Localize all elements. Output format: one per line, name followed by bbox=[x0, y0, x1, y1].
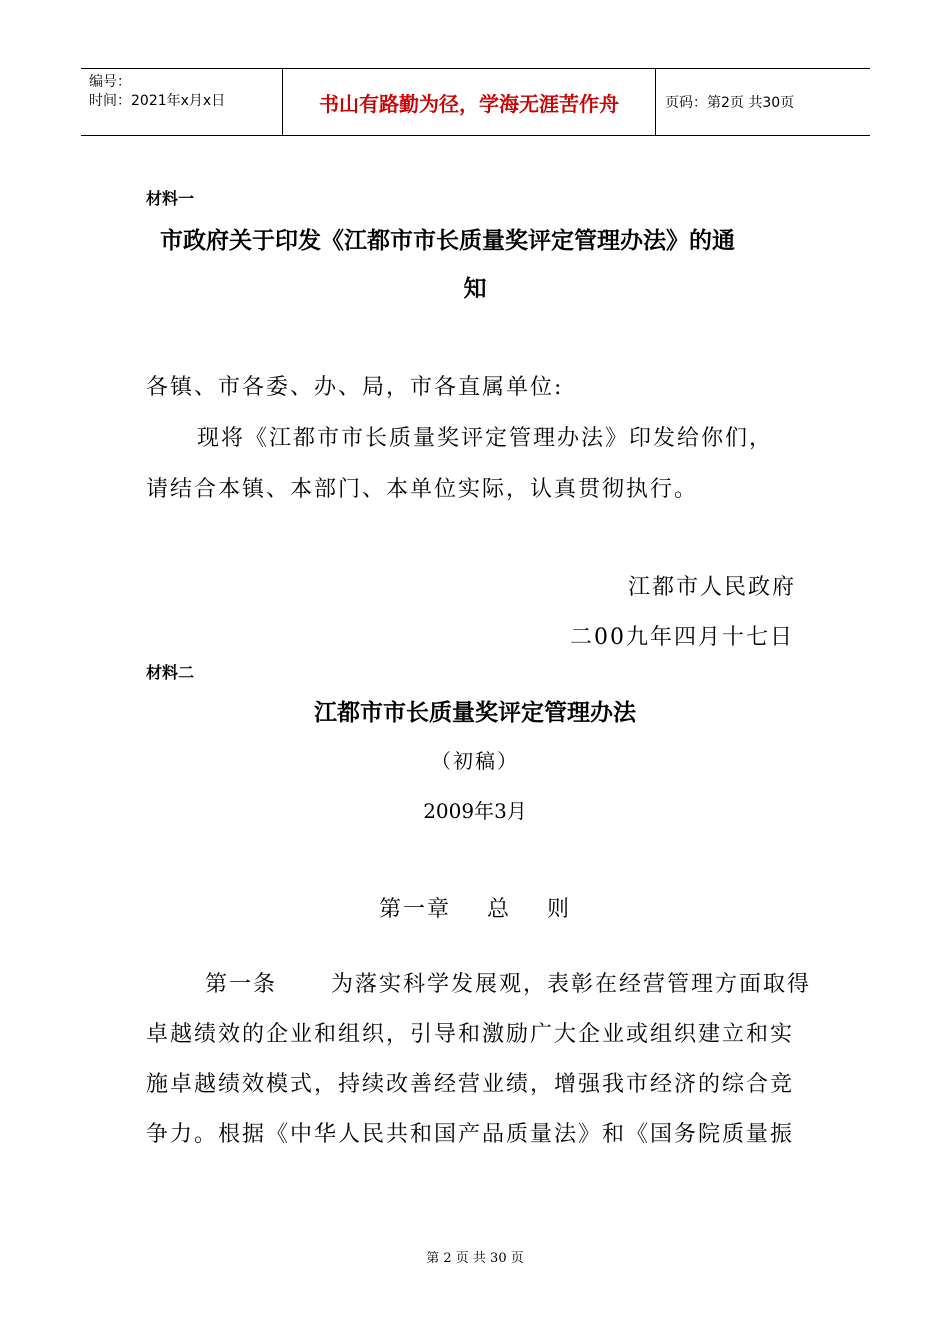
chapter-heading: 第一章 总 则 bbox=[379, 897, 571, 922]
signature-date: 二00九年四月十七日 bbox=[570, 625, 794, 650]
article-line2: 卓越绩效的企业和组织，引导和激励广大企业或组织建立和实 bbox=[146, 1022, 795, 1047]
salutation: 各镇、市各委、办、局，市各直属单位: bbox=[146, 375, 564, 400]
header-number-label: 编号： bbox=[89, 74, 131, 90]
header-time-label: 时间：2021年x月x日 bbox=[89, 93, 226, 109]
header-page-info: 页码：第2页 共30页 bbox=[665, 95, 795, 111]
article-line3: 施卓越绩效模式，持续改善经营业绩，增强我市经济的综合竞 bbox=[146, 1072, 795, 1097]
signature-org: 江都市人民政府 bbox=[628, 575, 797, 600]
header-motto: 书山有路勤为径，学海无涯苦作舟 bbox=[319, 91, 619, 116]
page-header bbox=[81, 68, 870, 136]
material2-subtitle: （初稿） bbox=[431, 749, 519, 773]
article-line4: 争力。根据《中华人民共和国产品质量法》和《国务院质量振 bbox=[146, 1122, 795, 1147]
material2-label: 材料二 bbox=[146, 663, 195, 682]
header-meta bbox=[89, 73, 225, 111]
page-footer: 第 2 页 共 30 页 bbox=[426, 1251, 524, 1266]
notice-paragraph-line1: 现将《江都市市长质量奖评定管理办法》印发给你们， bbox=[197, 426, 774, 451]
material1-title-line1: 市政府关于印发《江都市市长质量奖评定管理办法》的通 bbox=[160, 228, 735, 254]
material2-date: 2009年3月 bbox=[423, 799, 527, 823]
header-divider-right bbox=[655, 69, 656, 135]
notice-paragraph-line2: 请结合本镇、本部门、本单位实际，认真贯彻执行。 bbox=[146, 477, 699, 502]
article-line1: 第一条 为落实科学发展观，表彰在经营管理方面取得 bbox=[205, 972, 811, 997]
material1-label: 材料一 bbox=[146, 189, 195, 208]
material1-title-line2: 知 bbox=[463, 276, 487, 302]
material2-title: 江都市市长质量奖评定管理办法 bbox=[314, 700, 636, 726]
